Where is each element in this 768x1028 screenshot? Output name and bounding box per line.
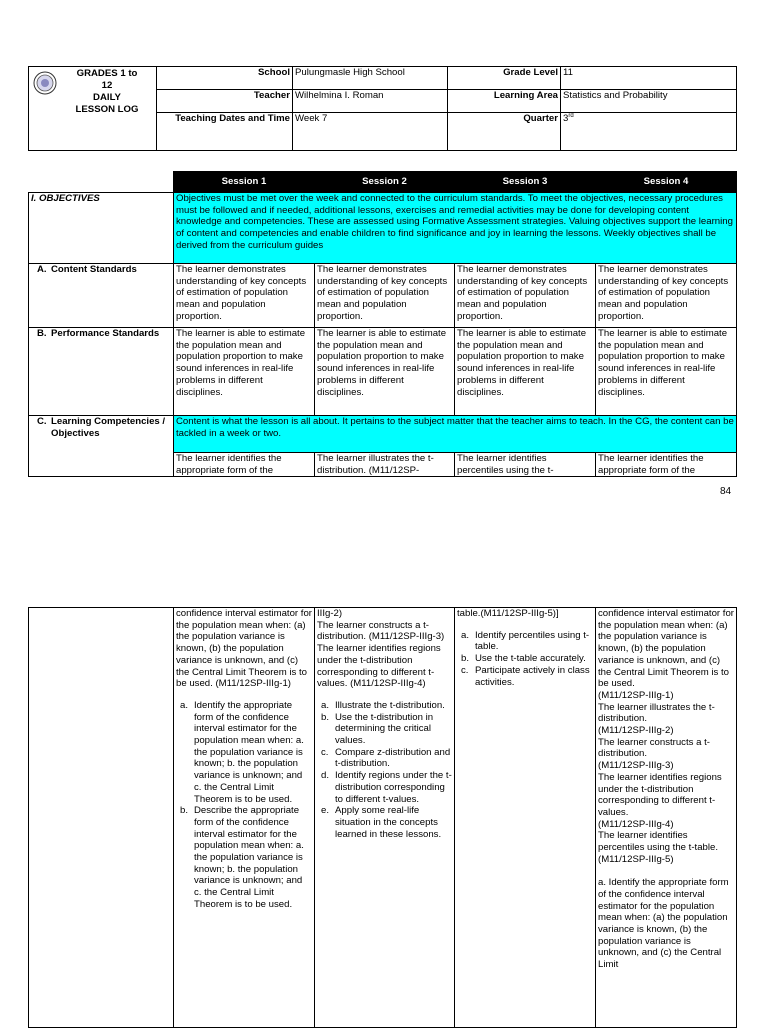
performance-standards-s3: The learner is able to estimate the population mean and population proportion to make sound inferences in real-life problems in different disciplines. xyxy=(455,328,596,416)
objectives-text: Objectives must be met over the week and connected to the curriculum standards. To meet the objectives, necessary procedures must be followed and if needed, additional lessons, exercises and remedial activities may be done for developing content knowledge and competencies. These are assessed using Formative Assessment strategies. Valuing objectives support the learning of content and competencies and enable children to find significance and joy in learning the lessons. Weekly objectives shall be derived from the curriculum guides xyxy=(174,193,737,264)
competencies-s1-start: The learner identifies the appropriate form of the xyxy=(174,453,315,477)
quarter-label: Quarter xyxy=(448,113,561,151)
objectives-label: I. OBJECTIVES xyxy=(29,193,174,264)
session-1-header: Session 1 xyxy=(174,172,315,193)
competencies-s3-cont xyxy=(455,608,596,1028)
performance-standards-s4: The learner is able to estimate the population mean and population proportion to make sound inferences in real-life problems in different disciplines. xyxy=(596,328,737,416)
list-item: a. Identify the appropriate form of the confidence interval estimator for the population mean when: a. the population variance is known; b. the population variance is unknown; and c. the Central Limit Theorem is to be used. xyxy=(180,699,304,805)
session-2-header: Session 2 xyxy=(315,172,455,193)
competencies-s2-cont xyxy=(315,608,455,1028)
grade-level-label: Grade Level xyxy=(448,67,561,90)
teacher-label: Teacher xyxy=(157,90,293,113)
school-value: Pulungmasle High School xyxy=(293,67,448,90)
session-3-header: Session 3 xyxy=(455,172,596,193)
s2-intro: IIIg-2) The learner constructs a t-distribution. (M11/12SP-IIIg-3) The learner identifies regions under the t-distribution corresponding to different t-values. (M11/12SP-IIIg-4) xyxy=(317,608,445,690)
list-item: c. Participate actively in class activities. xyxy=(461,664,590,688)
content-standards-s2: The learner demonstrates understanding of key concepts of estimation of population mean and population proportion. xyxy=(315,264,455,328)
competencies-s4-start: The learner identifies the appropriate form of the xyxy=(596,453,737,477)
page-number: 84 xyxy=(720,486,732,497)
continuation-table xyxy=(28,607,737,1028)
teaching-dates-value: Week 7 xyxy=(293,113,448,151)
content-standards-s3: The learner demonstrates understanding of key concepts of estimation of population mean and population proportion. xyxy=(455,264,596,328)
competencies-s4-cont xyxy=(596,608,737,1028)
content-standards-s4: The learner demonstrates understanding of key concepts of estimation of population mean and population proportion. xyxy=(596,264,737,328)
session-4-header: Session 4 xyxy=(596,172,737,193)
list-item: b. Describe the appropriate form of the confidence interval estimator for the population mean when: a. the population variance is known; b. the population variance is unknown; and c. the Central Limit Theorem is to be used. xyxy=(180,805,304,910)
learning-area-value: Statistics and Probability xyxy=(561,90,737,113)
competencies-label: C. Learning Competencies / Objectives xyxy=(29,416,174,477)
daily-label: DAILY xyxy=(93,91,121,103)
s3-intro: table.(M11/12SP-IIIg-5)] xyxy=(457,608,559,619)
continuation-label-cell xyxy=(29,608,174,1028)
s2-objective-list xyxy=(317,700,452,840)
school-label: School xyxy=(157,67,293,90)
list-item: e. Apply some real-life situation in the concepts learned in these lessons. xyxy=(321,805,442,840)
list-item: a. Illustrate the t-distribution. xyxy=(321,699,445,711)
logo-cell xyxy=(29,67,157,151)
deped-seal-icon xyxy=(33,71,57,95)
teacher-value: Wilhelmina I. Roman xyxy=(293,90,448,113)
list-item: a. Identify percentiles using t-table. xyxy=(461,629,590,653)
s1-intro: confidence interval estimator for the population mean when: (a) the population variance is known, (b) the population variance is unknown, and (c) the Central Limit Theorem is to be used. (M11/12SP-IIIg-1) xyxy=(176,608,312,690)
list-item: d. Identify regions under the t-distribution corresponding to different t-values. xyxy=(321,770,452,805)
grades-label: GRADES 1 to 12 xyxy=(76,68,138,91)
performance-standards-label: B. Performance Standards xyxy=(29,328,174,416)
s3-objective-list xyxy=(457,630,593,689)
list-item: b. Use the t-distribution in determining the critical values. xyxy=(321,711,434,747)
performance-standards-s2: The learner is able to estimate the population mean and population proportion to make sound inferences in real-life problems in different disciplines. xyxy=(315,328,455,416)
teaching-dates-label: Teaching Dates and Time xyxy=(157,113,293,151)
content-standards-s1: The learner demonstrates understanding of key concepts of estimation of population mean and population proportion. xyxy=(174,264,315,328)
s1-objective-list xyxy=(176,700,312,911)
session-header-blank xyxy=(29,172,174,193)
content-standards-label: A. Content Standards xyxy=(29,264,174,328)
competencies-s1-cont xyxy=(174,608,315,1028)
list-item: b. Use the t-table accurately. xyxy=(461,653,586,665)
header-table xyxy=(28,66,737,151)
competencies-s3-start: The learner identifies percentiles using the t- xyxy=(455,453,596,477)
lesson-log-label: LESSON LOG xyxy=(75,103,139,115)
list-item: c. Compare z-distribution and t-distribution. xyxy=(321,746,451,770)
competencies-note: Content is what the lesson is all about. It pertains to the subject matter that the teacher aims to teach. In the CG, the content can be tackled in a week or two. xyxy=(174,416,737,453)
performance-standards-s1: The learner is able to estimate the population mean and population proportion to make sound inferences in real-life problems in different disciplines. xyxy=(174,328,315,416)
quarter-value: 3rd xyxy=(561,113,737,151)
competencies-s2-start: The learner illustrates the t-distribution. (M11/12SP- xyxy=(315,453,455,477)
objectives-table xyxy=(28,171,737,477)
grades-title xyxy=(71,68,143,116)
s4-text: confidence interval estimator for the population mean when: (a) the population variance is known, (b) the population variance is unknown, and (c) the Central Limit Theorem is to be used. (M11/12SP-IIIg-1) The learner illustrates the t-distribution. (M11/12SP-IIIg-2) The learner constructs a t-distribution. (M11/12SP-IIIg-3) The learner identifies regions under the t-distribution corresponding to different t-values. (M11/12SP-IIIg-4) The learner identifies percentiles using the t-table. (M11/12SP-IIIg-5) a. Identify the appropriate form of the confidence interval estimator for the population mean when: (a) the population variance is known, (b) the population variance is unknown, and (c) the Central Limit xyxy=(598,608,734,971)
grade-level-value: 11 xyxy=(561,67,737,90)
learning-area-label: Learning Area xyxy=(448,90,561,113)
